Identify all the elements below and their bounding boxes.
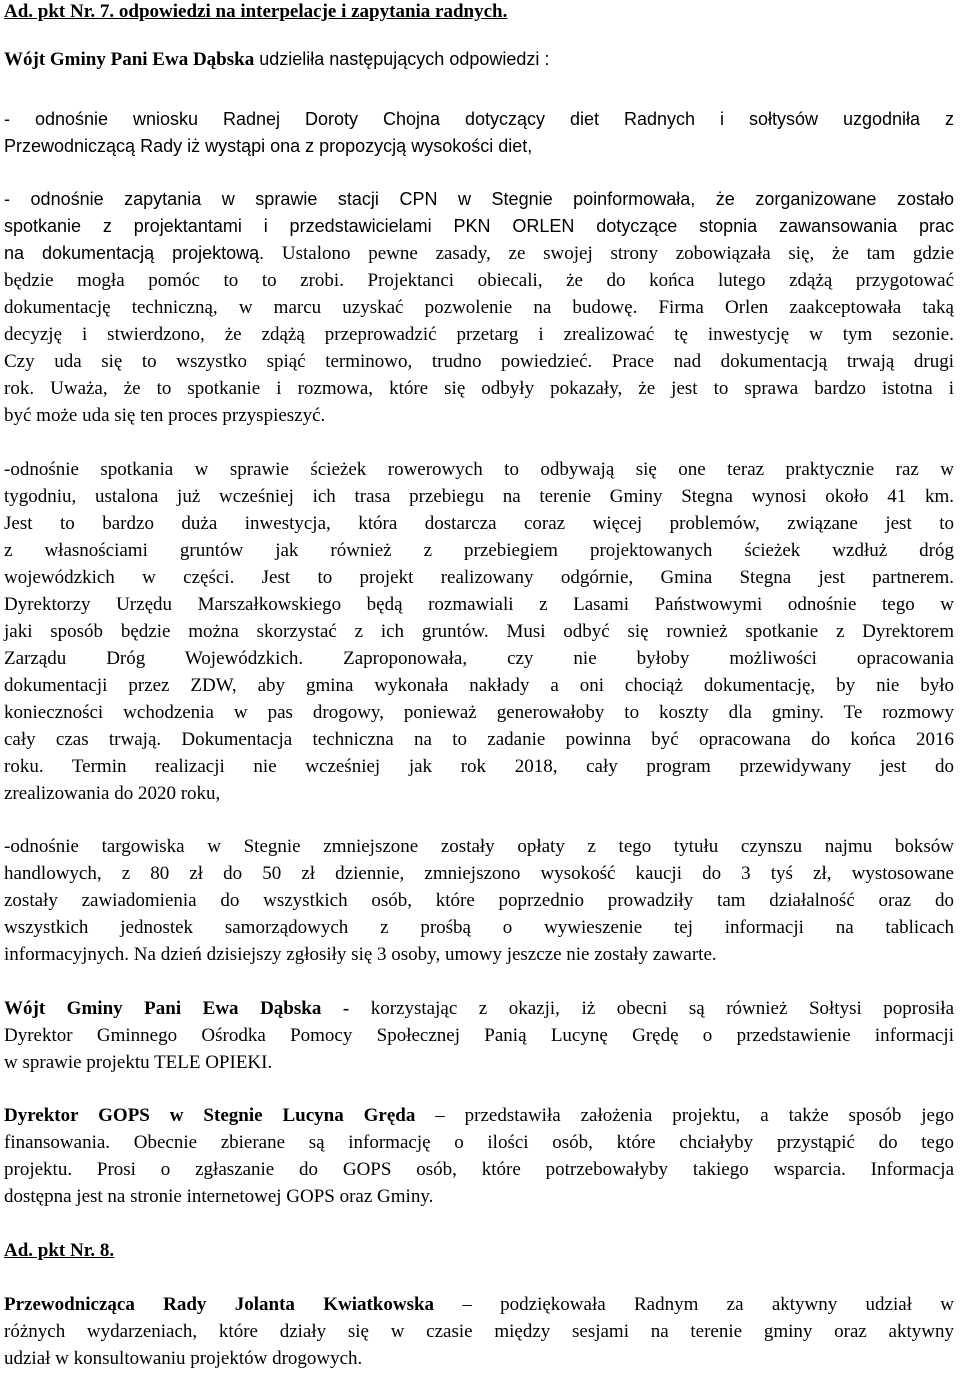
paragraph-cpn-line: - odnośnie zapytania w sprawie stacji CPN w Stegnie poinformowała, że zorganizowane zostało	[4, 189, 954, 209]
paragraph-gops-line	[4, 1102, 954, 1129]
speaker-name: Dyrektor GOPS w Stegnie Lucyna Gręda	[4, 1105, 416, 1126]
paragraph-bikepaths-line: zrealizowania do 2020 roku,	[4, 783, 221, 804]
paragraph-bikepaths-line: z własnościami gruntów jak również z przebiegiem projektowanych ścieżek wzdłuż dróg	[4, 540, 954, 561]
paragraph-diets-line: Przewodniczącą Rady iż wystąpi ona z propozycją wysokości diet,	[4, 136, 533, 156]
paragraph-market-line: wszystkich jednostek samorządowych z prośbą o wywieszenie tej informacji na tablicach	[4, 917, 954, 938]
paragraph-bikepaths-line: wojewódzkich w części. Jest to projekt realizowany odgórnie, Gmina Stegna jest partnerem.	[4, 567, 954, 588]
text-segment: korzystając z okazji, iż obecni są również Sołtysi poprosiła	[349, 998, 954, 1019]
paragraph-gops-line: finansowania. Obecnie zbierane są informację o ilości osób, które chciałyby przystąpić do tego	[4, 1132, 954, 1153]
intro-text: udzieliła następujących odpowiedzi :	[254, 49, 550, 69]
paragraph-bikepaths-line: cały czas trwają. Dokumentacja techniczna na to zadanie powinna być opracowana do końca 2016	[4, 729, 954, 750]
speaker-name: Wójt Gminy Pani Ewa Dąbska	[4, 49, 255, 70]
paragraph-market-line: handlowych, z 80 zł do 50 zł dziennie, zmniejszono wysokość kaucji do 3 tyś zł, wystosowane	[4, 863, 954, 884]
text-segment: – podziękowała Radnym za aktywny udział w	[434, 1294, 955, 1315]
paragraph-market-line: zostały zawiadomienia do wszystkich osób, które poprzednio prowadziły tam działalność oraz do	[4, 890, 954, 911]
paragraph-thanks-line: udział w konsultowaniu projektów drogowych.	[4, 1348, 363, 1369]
agenda-heading-item-7: Ad. pkt Nr. 7. odpowiedzi na interpelacje i zapytania radnych.	[4, 1, 508, 22]
text-segment: na dokumentacją projektową.	[4, 243, 265, 263]
paragraph-market-line: informacyjnych. Na dzień dzisiejszy zgłosiły się 3 osoby, umowy jeszcze nie zostały zawarte.	[4, 944, 717, 965]
paragraph-bikepaths-line: Zarządu Dróg Wojewódzkich. Zaproponowała, czy nie byłoby możliwości opracowania	[4, 648, 954, 669]
paragraph-bikepaths-line: roku. Termin realizacji nie wcześniej jak rok 2018, cały program przewidywany jest do	[4, 756, 954, 777]
paragraph-bikepaths-line: Jest to bardzo duża inwestycja, która dostarcza coraz więcej problemów, związane jest to	[4, 513, 954, 534]
paragraph-cpn-line: dokumentację techniczną, w marcu uzyskać pozwolenie na budowę. Firma Orlen zaakceptowała taką	[4, 297, 954, 318]
paragraph-cpn-line: będzie mogła pomóc to to zrobi. Projektanci obiecali, że do końca lutego zdążą przygotować	[4, 270, 954, 291]
paragraph-bikepaths-line: konieczności wchodzenia w pas drogowy, ponieważ generowałoby to koszty dla gminy. Te rozmowy	[4, 702, 954, 723]
text-segment: Ustalono pewne zasady, ze swojej strony zobowiązała się, że tam gdzie	[264, 243, 955, 264]
paragraph-cpn-line: być może uda się ten proces przyspieszyć.	[4, 405, 326, 426]
paragraph-bikepaths-line: Dyrektorzy Urzędu Marszałkowskiego będą rozmawiali z Lasami Państwowymi odnośnie tego w	[4, 594, 954, 615]
paragraph-bikepaths-line: tygodniu, ustalona już wcześniej ich trasa przebiegu na terenie Gminy Stegna wynosi około 41 km.	[4, 486, 954, 507]
paragraph-bikepaths-line: jaki sposób będzie można skorzystać z ich gruntów. Musi odbyć się rownież spotkanie z Dyrektorem	[4, 621, 954, 642]
paragraph-cpn-line: Czy uda się to wszystko spiąć terminowo, trudno powiedzieć. Prace nad dokumentacją trwają drugi	[4, 351, 954, 372]
paragraph-teleopieka-line: Dyrektor Gminnego Ośrodka Pomocy Społecznej Panią Lucynę Grędę o przedstawienie informacji	[4, 1025, 954, 1046]
speaker-name: Wójt Gminy Pani Ewa Dąbska -	[4, 998, 350, 1019]
paragraph-diets-line: - odnośnie wniosku Radnej Doroty Chojna dotyczący diet Radnych i sołtysów uzgodniła z	[4, 109, 954, 129]
paragraph-bikepaths-line: -odnośnie spotkania w sprawie ścieżek rowerowych to odbywają się one teraz praktycznie raz w	[4, 459, 954, 480]
paragraph-intro	[4, 46, 954, 73]
speaker-name: Przewodnicząca Rady Jolanta Kwiatkowska	[4, 1294, 435, 1315]
paragraph-cpn-line: spotkanie z projektantami i przedstawicielami PKN ORLEN dotyczące stopnia zawansowania prac	[4, 216, 954, 236]
paragraph-bikepaths-line: dokumentacji przez ZDW, aby gmina wykonała nakłady a oni chociąż dokumentację, by nie było	[4, 675, 954, 696]
paragraph-thanks-line: różnych wydarzeniach, które działy się w czasie między sesjami na terenie gminy oraz aktywny	[4, 1321, 954, 1342]
paragraph-gops-line: dostępna jest na stronie internetowej GOPS oraz Gminy.	[4, 1186, 434, 1207]
paragraph-thanks-line	[4, 1291, 954, 1318]
paragraph-cpn-line: decyzję i stwierdzono, że zdążą przeprowadzić przetarg i zrealizować tę inwestycję w tym sezonie.	[4, 324, 954, 345]
paragraph-teleopieka-line	[4, 995, 954, 1022]
paragraph-teleopieka-line: w sprawie projektu TELE OPIEKI.	[4, 1052, 273, 1073]
paragraph-cpn-line: rok. Uważa, że to spotkanie i rozmowa, które się odbyły pokazały, że jest to sprawa bardzo istotna i	[4, 378, 954, 399]
paragraph-cpn-line	[4, 240, 954, 267]
paragraph-gops-line: projektu. Prosi o zgłaszanie do GOPS osób, które potrzebowałyby takiego wsparcia. Informacja	[4, 1159, 954, 1180]
agenda-heading-item-8: Ad. pkt Nr. 8.	[4, 1240, 115, 1261]
text-segment: – przedstawiła założenia projektu, a także sposób jego	[415, 1105, 954, 1126]
paragraph-market-line: -odnośnie targowiska w Stegnie zmniejszone zostały opłaty z tego tytułu czynszu najmu boksów	[4, 836, 954, 857]
